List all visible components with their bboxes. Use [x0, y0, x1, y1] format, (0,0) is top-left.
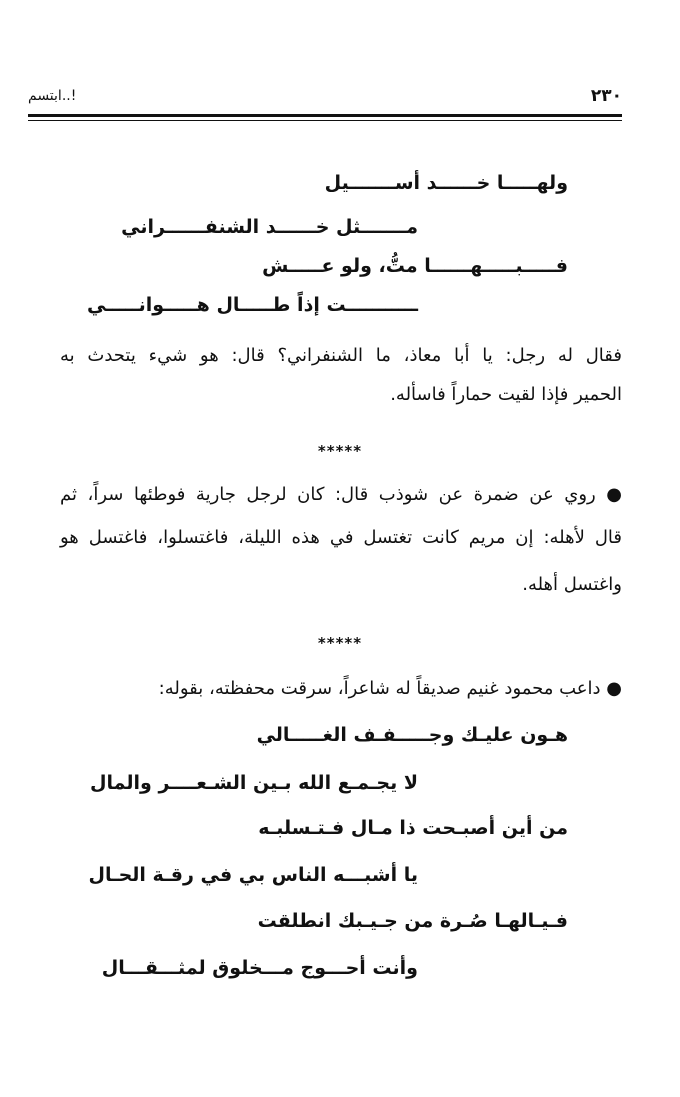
- poem2-line-1: هـون عليـك وجـــــفـف الغـــــالي: [256, 724, 568, 746]
- header-rule-thin: [28, 120, 622, 121]
- poem1-line-2: مـــــــثل خــــــد الشنفــــــراني: [121, 216, 418, 238]
- header-rule-thick: [28, 114, 622, 117]
- paragraph2-line-3: واغتسل أهله.: [522, 574, 622, 595]
- paragraph1-line-1: فقال له رجل: يا أبا معاذ، ما الشنفراني؟ قال: هو شيء يتحدث به: [60, 345, 622, 366]
- paragraph1-line-2: الحمير فإذا لقيت حماراً فاسأله.: [390, 384, 622, 405]
- poem1-line-1: ولهـــــا خــــــد أســـــــيل: [324, 172, 568, 194]
- paragraph3-line-1: ● داعب محمود غنيم صديقاً له شاعراً، سرقت محفظته، بقوله:: [158, 678, 622, 699]
- section-separator-2: *****: [317, 634, 363, 652]
- poem2-line-5: فـيـالهـا صُـرة من جـيـبك انطلقت: [257, 910, 568, 932]
- poem2-line-3: من أين أصبـحت ذا مـال فـتـسلبـه: [258, 817, 568, 839]
- page-number: ٢٣٠: [590, 86, 622, 106]
- poem2-line-4: يا أشبـــه الناس بي في رقـة الحـال: [88, 864, 418, 886]
- poem1-line-4: ـــــــــــت إذاً طـــــال هـــــوانـــــي: [86, 294, 418, 316]
- poem2-line-2: لا يجـمـع الله بـين الشـعــــر والمال: [90, 772, 418, 794]
- poem1-line-3: فـــــبـــــهــــــا متُّ، ولو عـــــش: [262, 255, 568, 277]
- paragraph2-line-1: ● روي عن ضمرة عن شوذب قال: كان لرجل جارية فوطئها سراً، ثم: [60, 484, 622, 505]
- poem2-line-6: وأنت أحـــوج مـــخلوق لمثـــقـــال: [101, 957, 418, 979]
- running-title: ابتسم..!: [28, 88, 77, 104]
- page-header: [28, 82, 622, 112]
- section-separator-1: *****: [317, 442, 363, 460]
- paragraph2-line-2: قال لأهله: إن مريم كانت تغتسل في هذه الليلة، فاغتسلوا، فاغتسل هو: [60, 527, 622, 548]
